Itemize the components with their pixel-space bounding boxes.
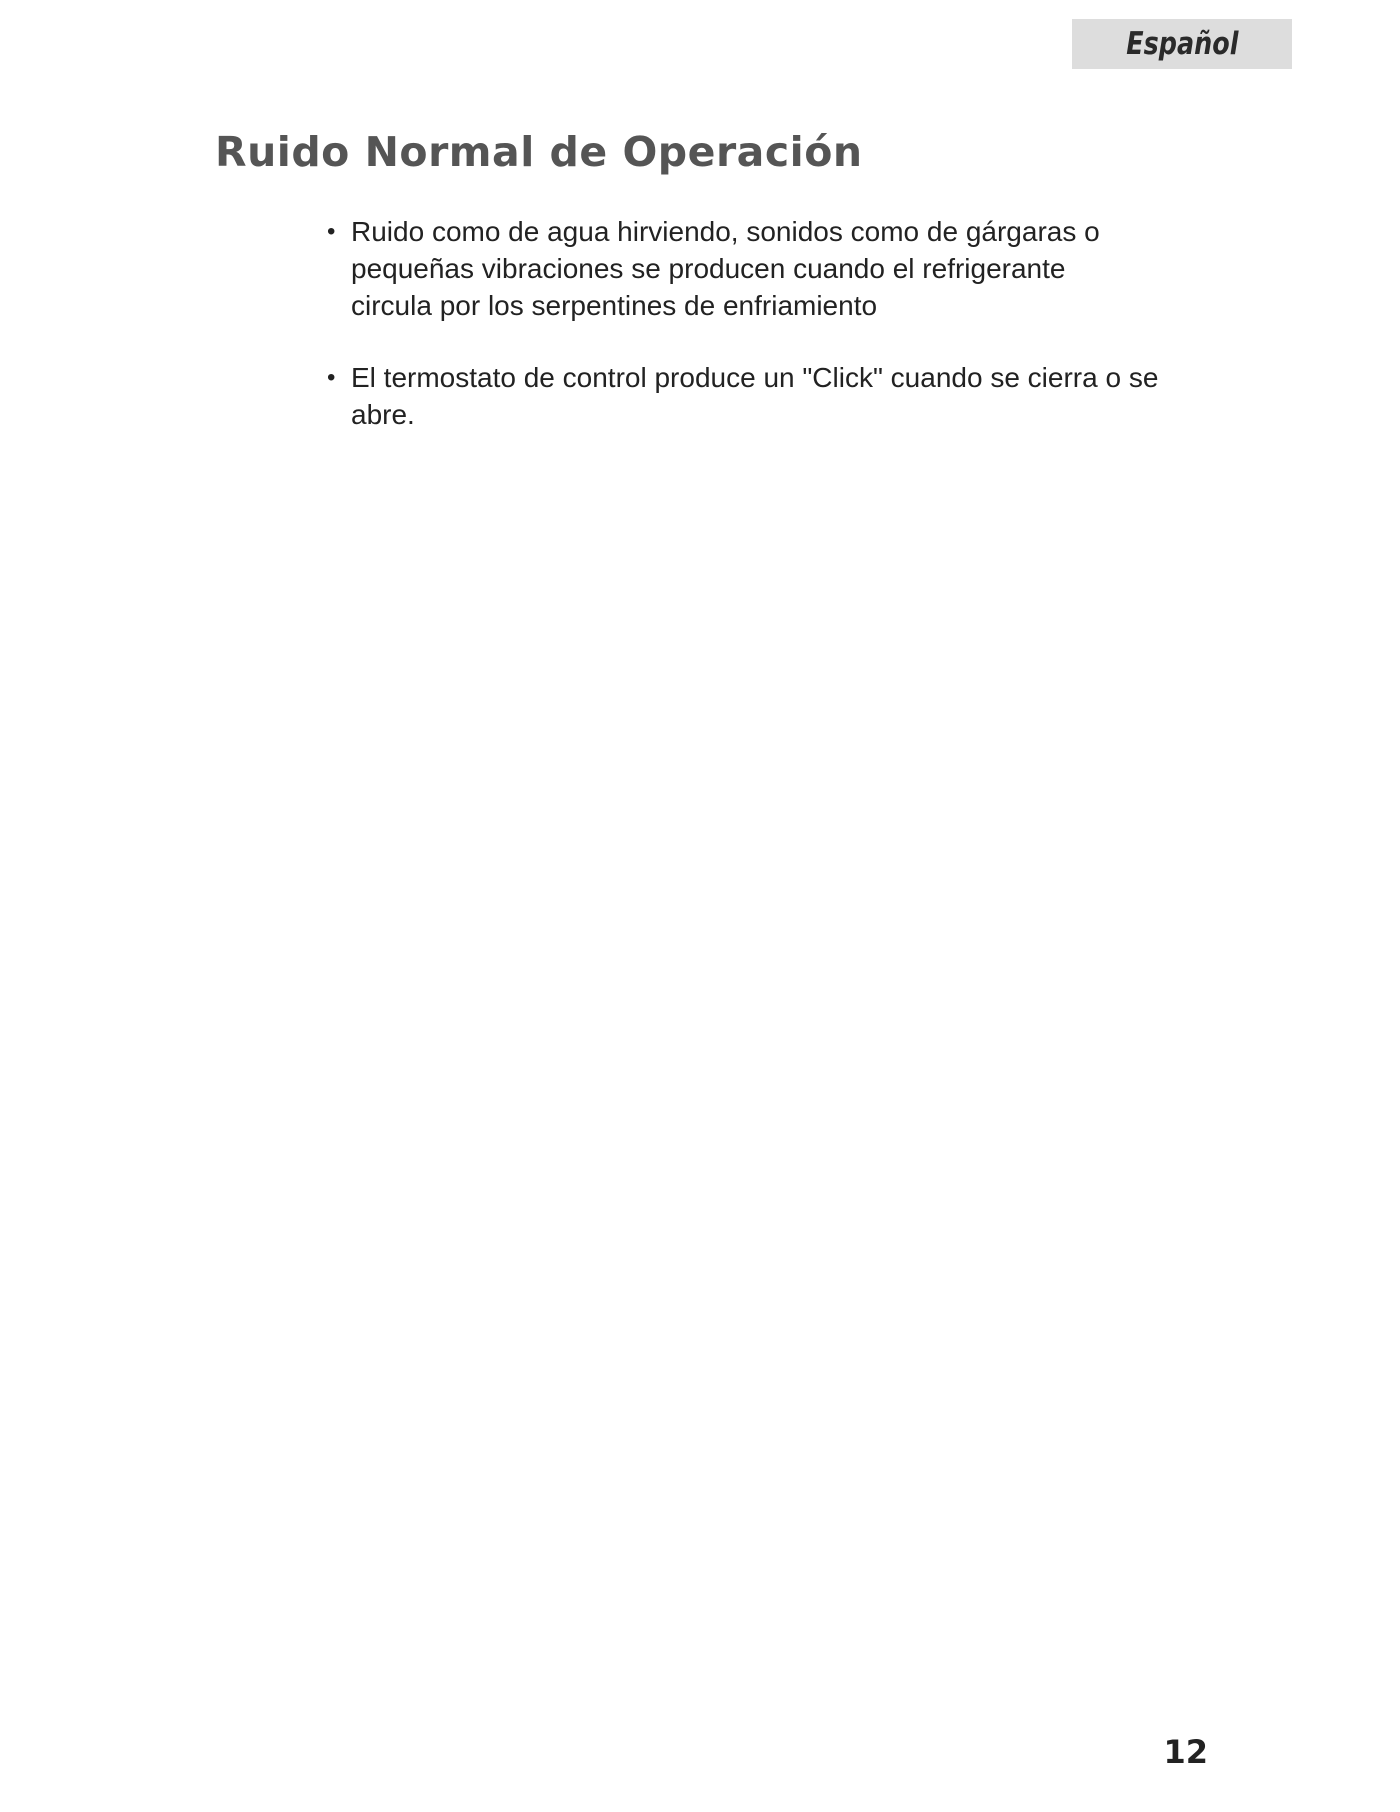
bullet-list — [327, 213, 1227, 468]
list-item — [327, 213, 1227, 324]
language-tab-label: Español — [1125, 26, 1239, 62]
page-number: 12 — [1163, 1733, 1208, 1771]
list-item — [327, 359, 1227, 433]
page-title: Ruido Normal de Operación — [215, 128, 863, 176]
bullet-icon: • — [327, 218, 336, 245]
bullet-text: Ruido como de agua hirviendo, sonidos como de gárgaras o pequeñas vibraciones se producen cuando el refrigerante circula por los serpentines de enfriamiento — [351, 216, 1100, 321]
bullet-icon: • — [327, 364, 336, 391]
language-tab — [1072, 19, 1292, 69]
bullet-text: El termostato de control produce un "Click" cuando se cierra o se abre. — [351, 362, 1159, 430]
